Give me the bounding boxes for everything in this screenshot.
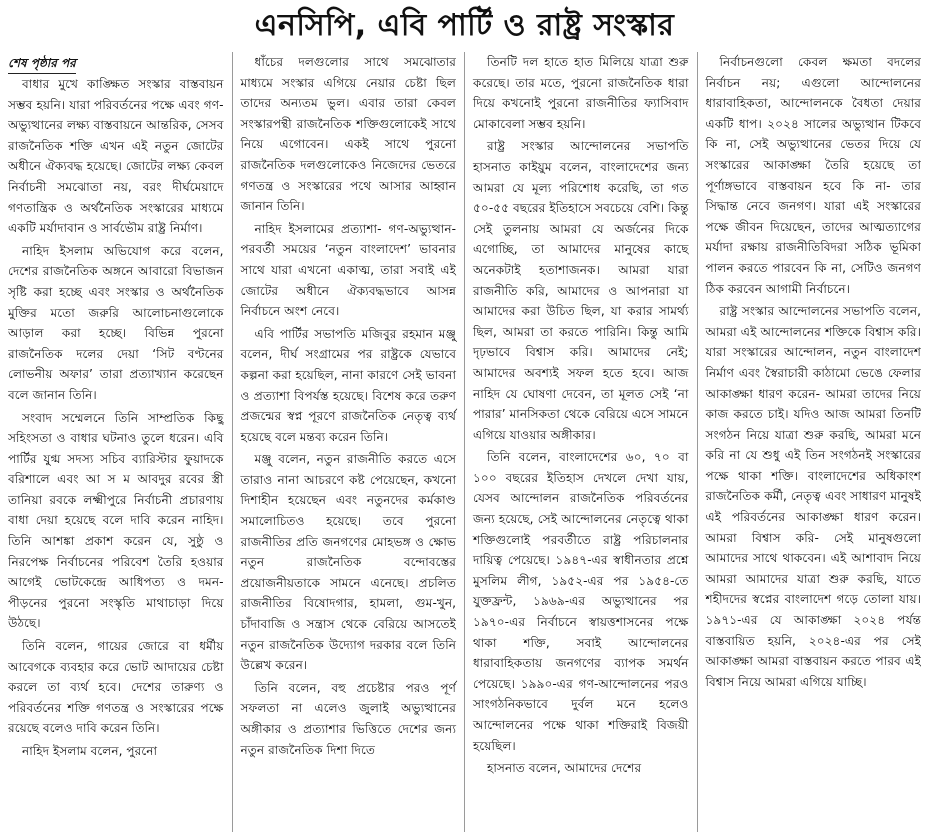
paragraph: সংবাদ সম্মেলনে তিনি সাম্প্রতিক কিছু সহিংসতা ও বাধার ঘটনাও তুলে ধরেন। এবি পার্টির যুগ্ম সদস্য সচিব ব্যারিস্টার ফুয়াদকে বরিশালে এবং আ স ম আবদুর রবের স্ত্রী তানিয়া রবকে লক্ষ্মীপুরে নির্বাচনী প্রচারণায় বাধা দেয়া হয়েছে বলে দাবি করেন নাহিদ। তিনি আশঙ্কা প্রকাশ করেন যে, সুষ্ঠু ও নিরপেক্ষ নির্বাচনের পরিবেশ তৈরি হওয়ার আগেই ভোটকেন্দ্রে আধিপত্য ও দমন-পীড়নের পুরনো সংস্কৃতি মাথাচাড়া দিয়ে উঠছে। xyxy=(8,410,224,631)
article-headline: এনসিপি, এবি পার্টি ও রাষ্ট্র সংস্কার xyxy=(254,8,675,43)
paragraph: রাষ্ট্র সংস্কার আন্দোলনের সভাপতি বলেন, আমরা এই আন্দোলনের শক্তিকে বিশ্বাস করি। যারা সংস্কারের আন্দোলন, নতুন বাংলাদেশ নির্মাণ এবং স্বৈরাচারী কাঠামো ভেঙে ফেলার আকাঙ্ক্ষা ধারণ করেন- আমরা তাদের নিয়ে কাজ করতে চাই। যদিও আজ আমরা তিনটি সংগঠন নিয়ে যাত্রা শুরু করছি, আমরা মনে করি না যে শুধু এই তিন সংগঠনই সংস্কারের পক্ষে থাকা শক্তি। বাংলাদেশের অধিকাংশ রাজনৈতিক কর্মী, নেতৃত্ব এবং সাধারণ মানুষই এই পরিবর্তনের আকাঙ্ক্ষা ধারণ করেন। আমরা বিশ্বাস করি- সেই মানুষগুলো আমাদের সাথে থাকবেন। এই আশাবাদ নিয়ে আমরা আমাদের যাত্রা শুরু করছি, যাতে শহীদদের স্বপ্নের বাংলাদেশ গড়ে তোলা যায়। ১৯৭১-এর যে আকাঙ্ক্ষা ২০২৪ পর্যন্ত বাস্তবায়িত হয়নি, ২০২৪-এর পর সেই আকাঙ্ক্ষা আমরা বাস্তবায়ন করতে পারব এই বিশ্বাস নিয়ে আমরা এগিয়ে যাচ্ছি। xyxy=(705,304,921,689)
continued-label: শেষ পৃষ্ঠার পর xyxy=(8,53,76,74)
paragraph: তিনি বলেন, বাংলাদেশের ৬০, ৭০ বা ১০০ বছরের ইতিহাস দেখলে দেখা যায়, যেসব আন্দোলন রাজনৈতিক পরিবর্তনের জন্য হয়েছে, সেই আন্দোলনের নেতৃত্বে থাকা শক্তিগুলোই পরবর্তীতে রাষ্ট্র পরিচালনার দায়িত্ব পেয়েছে। ১৯৪৭-এর স্বাধীনতার প্রশ্নে মুসলিম লীগ, ১৯৫২-এর পর ১৯৫৪-তে যুক্তফ্রন্ট, ১৯৬৯-এর অভ্যুত্থানের পর ১৯৭০-এর নির্বাচনে স্বায়ত্তশাসনের পক্ষে থাকা শক্তি, সবাই আন্দোলনের ধারাবাহিকতায় জনগণের ব্যাপক সমর্থন পেয়েছে। ১৯৯০-এর গণ-আন্দোলনের পরও সাংগঠনিকভাবে দুর্বল মনে হলেও আন্দোলনের পক্ষে থাকা শক্তিরাই বিজয়ী হয়েছিল। xyxy=(473,450,689,753)
paragraph: রাষ্ট্র সংস্কার আন্দোলনের সভাপতি হাসনাত কাইয়ুম বলেন, বাংলাদেশের জন্য আমরা যে মূল্য পরিশোধ করেছি, তা গত ৫০-৫৫ বছরের ইতিহাসে সবচেয়ে বেশি। কিন্তু সেই তুলনায় আমরা যে অর্জনের দিকে এগোচ্ছি, তা আমাদের মানুষের কাছে অনেকটাই হতাশাজনক। আমরা যারা রাজনীতি করি, আমাদের ও আপনারা যা আমাদের করা উচিত ছিল, যা করার সামর্থ্য ছিল, আমরা তা করতে পারিনি। কিন্তু আমি দৃঢ়ভাবে বিশ্বাস করি। আমাদের নেই; আমাদের অবশ্যই সফল হতে হবে। আজ নাহিদ যে ঘোষণা দেবেন, তা মূলত সেই ‘না পারার’ মানসিকতা থেকে বেরিয়ে এসে সামনে এগিয়ে যাওয়ার অঙ্গীকার। xyxy=(473,139,689,442)
paragraph: তিনি বলেন, বহু প্রচেষ্টার পরও পূর্ণ সফলতা না এলেও জুলাই অভ্যুত্থানের অঙ্গীকার ও প্রত্যাশার ভিত্তিতে দেশের জন্য নতুন রাজনৈতিক দিশা দিতে xyxy=(240,680,456,757)
paragraph: বাধার মুখে কাঙ্ক্ষিত সংস্কার বাস্তবায়ন সম্ভব হয়নি। যারা পরিবর্তনের পক্ষে এবং গণ-অভ্যুত্থানের লক্ষ্য বাস্তবায়নে আন্তরিক, সেসব রাজনৈতিক শক্তি এখন এই নতুন জোটের অধীনে ঐক্যবদ্ধ হয়েছে। জোটের লক্ষ্য কেবল নির্বাচনী সমঝোতা নয়, বরং দীর্ঘমেয়াদে গণতান্ত্রিক ও অর্থনৈতিক সংস্কারের মাধ্যমে একটি মর্যাদাবান ও সার্বভৌম রাষ্ট্র নির্মাণ। xyxy=(8,77,224,236)
paragraph: নাহিদ ইসলামের প্রত্যাশা- গণ-অভ্যুত্থান-পরবর্তী সময়ের ‘নতুন বাংলাদেশ’ ভাবনার সাথে যারা এখনো একাত্ম, তারা সবাই এই জোটের অধীনে ঐক্যবদ্ধভাবে আসন্ন নির্বাচনে অংশ নেবে। xyxy=(240,221,456,319)
column-2 xyxy=(232,52,465,832)
paragraph: তিনটি দল হাতে হাত মিলিয়ে যাত্রা শুরু করেছে। তার মতে, পুরনো রাজনৈতিক ধারা দিয়ে কখনোই পুরনো রাজনীতির ফ্যাসিবাদ মোকাবেলা সম্ভব হয়নি। xyxy=(473,55,689,131)
article-body xyxy=(8,52,921,832)
paragraph: এবি পার্টির সভাপতি মজিবুর রহমান মঞ্জু বলেন, দীর্ঘ সংগ্রামের পর রাষ্ট্রকে যেভাবে কল্পনা করা হয়েছিল, নানা কারণে সেই ভাবনা ও প্রত্যাশা বিপর্যস্ত হয়েছে। বিশেষ করে তরুণ প্রজন্মের স্বপ্ন পূরণে রাজনৈতিক নেতৃত্ব ব্যর্থ হয়েছে বলে মন্তব্য করেন তিনি। xyxy=(240,326,456,444)
column-1 xyxy=(8,52,232,832)
paragraph: নির্বাচনগুলো কেবল ক্ষমতা বদলের নির্বাচন নয়; এগুলো আন্দোলনের ধারাবাহিকতা, আন্দোলনকে বৈধতা দেয়ার একটি ধাপ। ২০২৪ সালের অভ্যুত্থান টিকবে কি না, সেই অভ্যুত্থানের ভেতর দিয়ে যে সংস্কারের আকাঙ্ক্ষা তৈরি হয়েছে তা পূর্ণাঙ্গভাবে বাস্তবায়ন হবে কি না- তার সিদ্ধান্ত নেবে জনগণ। যারা এই সংস্কারের পক্ষে জীবন দিয়েছেন, তাদের আত্মত্যাগের মর্যাদা রক্ষায় রাজনীতিবিদরা সঠিক ভূমিকা পালন করতে পারবেন কি না, সেটিও জনগণ ঠিক করবেন আগামী নির্বাচনে। xyxy=(705,55,921,296)
paragraph: নাহিদ ইসলাম অভিযোগ করে বলেন, দেশের রাজনৈতিক অঙ্গনে আবারো বিভাজন সৃষ্টি করা হচ্ছে এবং সংস্কার ও অর্থনৈতিক মুক্তির মতো জরুরি আলোচনাগুলোকে আড়াল করা হচ্ছে। বিভিন্ন পুরনো রাজনৈতিক দলের দেয়া ‘সিট বণ্টনের লোভনীয় অফার’ তারা প্রত্যাখ্যান করেছেন বলে জানান তিনি। xyxy=(8,243,224,402)
paragraph: মঞ্জু বলেন, নতুন রাজনীতি করতে এসে তারাও নানা আচরণে কষ্ট পেয়েছেন, কখনো দিশাহীন হয়েছেন এবং নতুনদের কর্মকাণ্ড সমালোচিতও হয়েছে। তবে পুরনো রাজনীতির প্রতি জনগণের মোহভঙ্গ ও ক্ষোভ নতুন রাজনৈতিক বন্দোবস্তের প্রয়োজনীয়তাকে সামনে এনেছে। প্রচলিত রাজনীতির বিষোদগার, হামলা, গুম-খুন, চাঁদাবাজি ও সন্ত্রাস থেকে বেরিয়ে আসতেই নতুন রাজনৈতিক উদ্যোগ দরকার বলে তিনি উল্লেখ করেন। xyxy=(240,452,456,673)
paragraph: নাহিদ ইসলাম বলেন, পুরনো xyxy=(22,744,158,758)
paragraph: তিনি বলেন, গায়ের জোরে বা ধর্মীয় আবেগকে ব্যবহার করে ভোট আদায়ের চেষ্টা করলে তা ব্যর্থ হবে। দেশের তারুণ্য ও পরিবর্তনের শক্তি গণতন্ত্র ও সংস্কারের পক্ষে রয়েছে বলেও দাবি করেন তিনি। xyxy=(8,639,224,736)
column-4 xyxy=(697,52,922,832)
column-3 xyxy=(464,52,697,832)
paragraph: হাসনাত বলেন, আমাদের দেশের xyxy=(487,761,642,776)
paragraph: ধাঁচের দলগুলোর সাথে সমঝোতার মাধ্যমে সংস্কার এগিয়ে নেয়ার চেষ্টা ছিল তাদের অন্যতম ভুল। এবার তারা কেবল সংস্কারপন্থী রাজনৈতিক শক্তিগুলোকেই সাথে নিয়ে এগোবেন। একই সাথে পুরনো রাজনৈতিক দলগুলোকেও নিজেদের ভেতরে গণতন্ত্র ও সংস্কারের পথে আসার আহ্বান জানান তিনি। xyxy=(240,55,456,214)
